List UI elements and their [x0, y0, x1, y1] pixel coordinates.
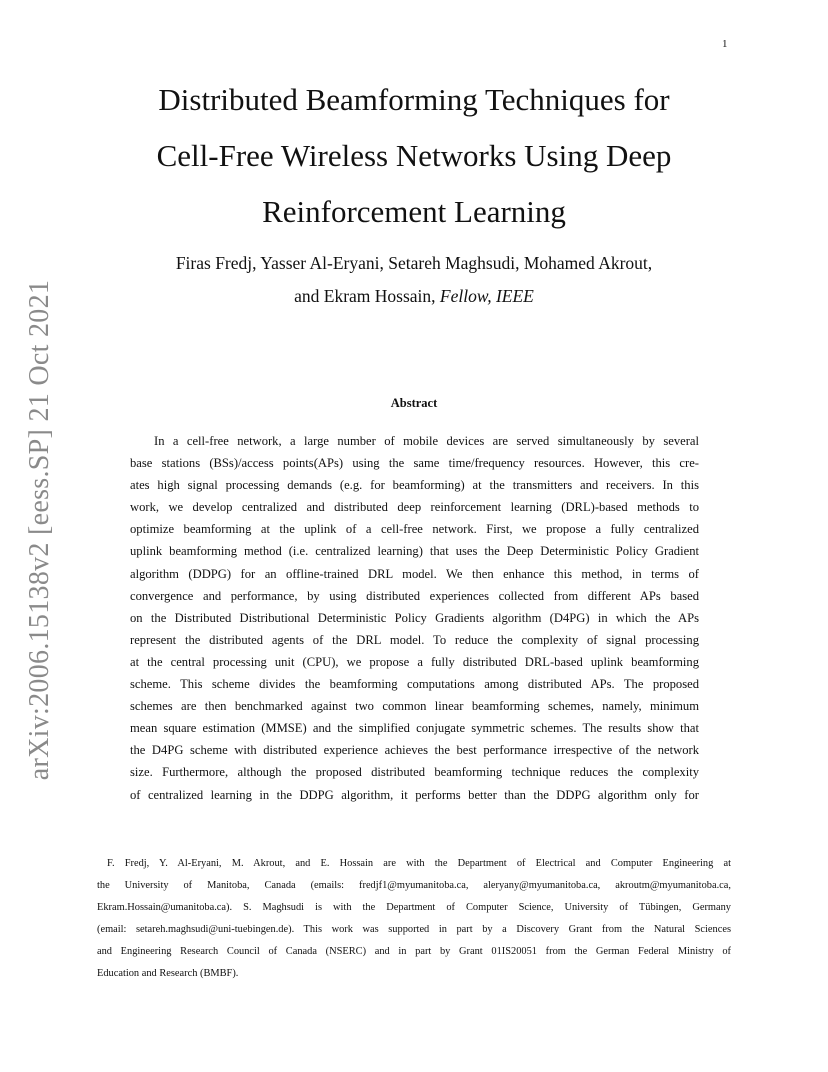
abstract-line: base stations (BSs)/access points(APs) using the same time/frequency resources. However, this cre- — [130, 456, 699, 471]
abstract-line: ates high signal processing demands (e.g. for beamforming) at the transmitters and receivers. In this — [130, 478, 699, 493]
footnote-line: Education and Research (BMBF). — [97, 968, 239, 979]
author-names: and Ekram Hossain, — [294, 286, 440, 306]
page-number: 1 — [722, 38, 728, 50]
abstract-line: scheme. This scheme divides the beamforming computations among distributed APs. The proposed — [130, 677, 699, 692]
author-list — [0, 247, 828, 313]
abstract-body — [130, 430, 699, 806]
footnote-line: F. Fredj, Y. Al-Eryani, M. Akrout, and E. Hossain are with the Department of Electrical and Computer Engineering at — [107, 858, 731, 869]
paper-title — [0, 72, 828, 240]
abstract-line: the D4PG scheme with distributed experience achieves the best performance irrespective of the network — [130, 743, 699, 758]
abstract-line: size. Furthermore, although the proposed distributed beamforming technique reduces the complexity — [130, 765, 699, 780]
footnote-line: (email: setareh.maghsudi@uni-tuebingen.de). This work was supported in part by a Discovery Grant from the Natural Sciences — [97, 924, 731, 935]
abstract-heading: Abstract — [390, 396, 438, 410]
abstract-line: work, we develop centralized and distributed deep reinforcement learning (DRL)-based methods to — [130, 500, 699, 515]
author-line: Firas Fredj, Yasser Al-Eryani, Setareh Maghsudi, Mohamed Akrout, — [175, 253, 653, 273]
author-membership: Fellow, IEEE — [439, 286, 534, 306]
title-line: Distributed Beamforming Techniques for — [158, 82, 670, 117]
author-line — [0, 280, 828, 313]
abstract-line: optimize beamforming at the uplink of a cell-free network. First, we propose a fully centralized — [130, 522, 699, 537]
affiliation-footnote — [97, 853, 731, 985]
title-line: Reinforcement Learning — [262, 194, 566, 229]
abstract-line: uplink beamforming method (i.e. centralized learning) that uses the Deep Deterministic Policy Gradient — [130, 544, 699, 559]
abstract-line: at the central processing unit (CPU), we propose a fully distributed DRL-based uplink beamforming — [130, 654, 699, 669]
abstract-line: In a cell-free network, a large number of mobile devices are served simultaneously by several — [154, 434, 699, 448]
abstract-line: convergence and performance, by using distributed experiences collected from different APs based — [130, 588, 699, 603]
arxiv-identifier-stamp[interactable]: arXiv:2006.15138v2 [eess.SP] 21 Oct 2021 — [24, 279, 55, 781]
title-line: Cell-Free Wireless Networks Using Deep — [156, 138, 672, 173]
footnote-line: Ekram.Hossain@umanitoba.ca). S. Maghsudi is with the Department of Computer Science, University of Tübingen, Germany — [97, 902, 731, 913]
abstract-line: mean square estimation (MMSE) and the simplified conjugate symmetric schemes. The results show that — [130, 721, 699, 736]
footnote-line: the University of Manitoba, Canada (emails: fredjf1@myumanitoba.ca, aleryany@myumanitoba.ca, akroutm@myumanitoba.ca, — [97, 880, 731, 891]
footnote-line: and Engineering Research Council of Canada (NSERC) and in part by Grant 01IS20051 from the German Federal Ministry of — [97, 946, 731, 957]
abstract-line: algorithm (DDPG) for an offline-trained DRL model. We then enhance this method, in terms of — [130, 566, 699, 581]
abstract-line: on the Distributed Distributional Deterministic Policy Gradients algorithm (D4PG) in which the APs — [130, 610, 699, 625]
abstract-line: of centralized learning in the DDPG algorithm, it performs better than the DDPG algorithm only for — [130, 787, 699, 802]
abstract-line: represent the distributed agents of the DRL model. To reduce the complexity of signal processing — [130, 632, 699, 647]
abstract-line: schemes are then benchmarked against two common linear beamforming schemes, namely, minimum — [130, 699, 699, 714]
